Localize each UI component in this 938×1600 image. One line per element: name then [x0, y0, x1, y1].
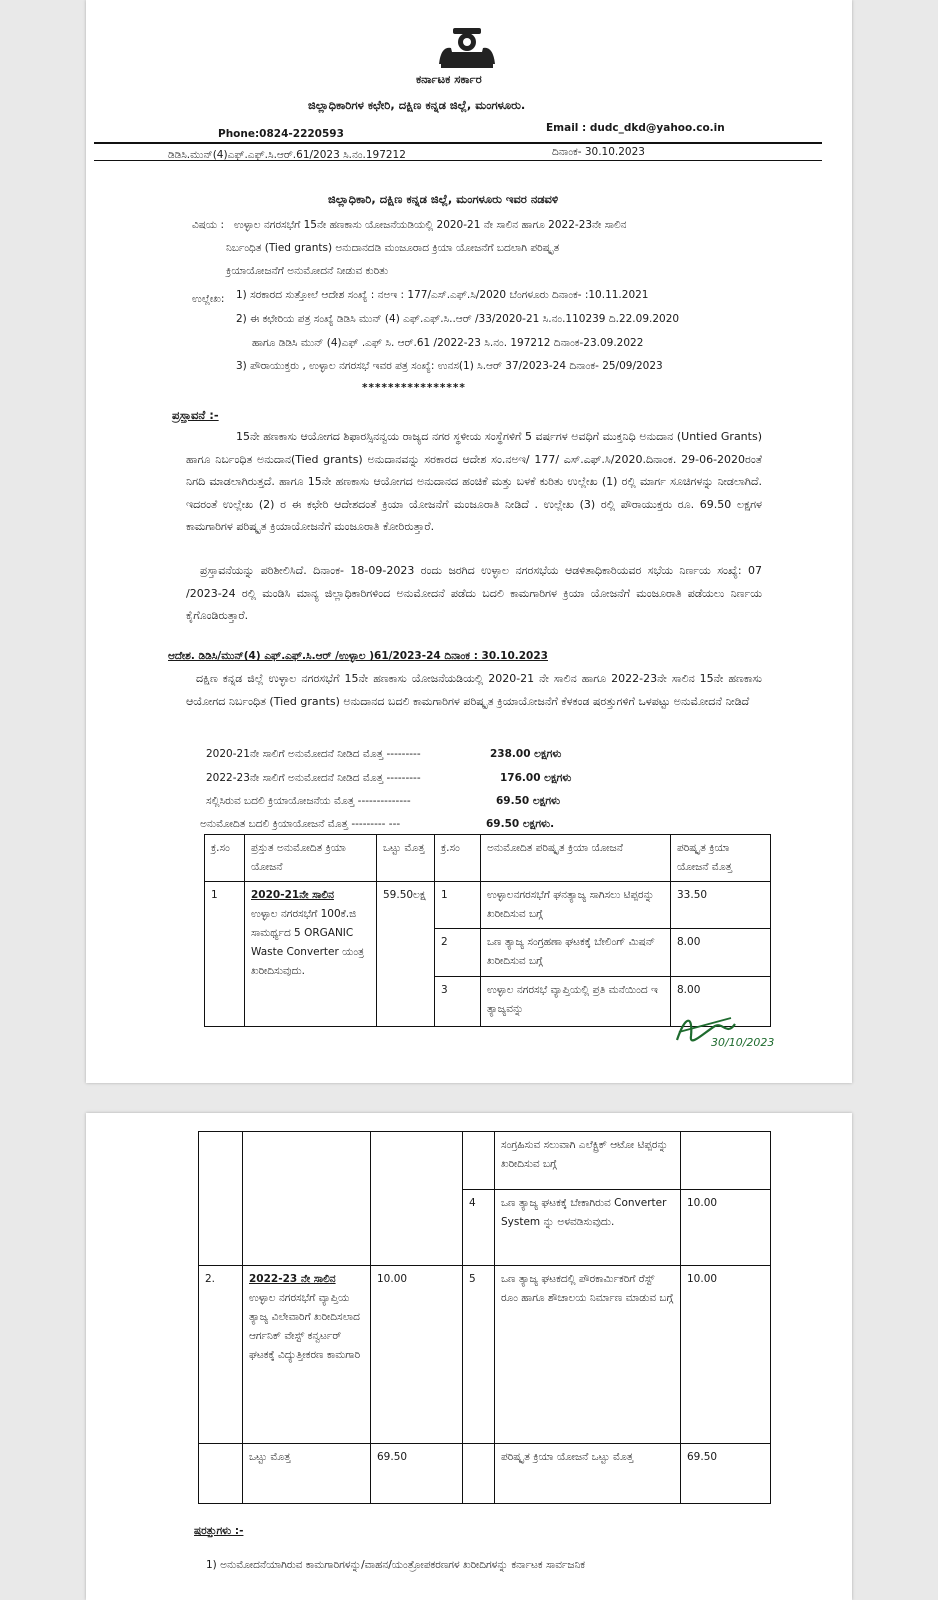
empty-cell	[199, 1444, 243, 1504]
item-description: ಉಳ್ಳಾಲ ನಗರಸಭೆ ವ್ಯಾಪ್ತಿಯಲ್ಲಿ ಪ್ರತಿ ಮನೆಯಿಂದ ಇ ತ್ಯಾಜ್ಯವನ್ನು	[481, 977, 671, 1027]
signature	[671, 996, 781, 1052]
header-cell: ಕ್ರ.ಸಂ	[205, 835, 245, 882]
order-heading: ಆದೇಶ. ಡಿಡಿಸಿ/ಮುನ್(4) ಎಫ್.ಎಫ್.ಸಿ.ಆರ್ /ಉಳ್ಳಾಲ )61/2023-24 ದಿನಾಂಕ : 30.10.2023	[168, 650, 548, 662]
document-date: ದಿನಾಂಕ- 30.10.2023	[552, 146, 645, 158]
total-value: 69.50	[371, 1444, 463, 1504]
plan-total: 10.00	[371, 1266, 463, 1444]
subject-line: ಉಳ್ಳಾಲ ನಗರಸಭೆಗೆ 15ನೇ ಹಣಕಾಸು ಯೋಜನೆಯಡಿಯಲ್ಲಿ 2020-21 ನೇ ಸಾಲಿನ ಹಾಗೂ 2022-23ನೇ ಸಾಲಿನ	[234, 219, 627, 231]
empty-cell	[371, 1132, 463, 1266]
reference-number: ಡಿಡಿಸಿ.ಮುನ್(4)ಎಫ್.ಎಫ್.ಸಿ.ಆರ್.61/2023 ಸಿ.ನಂ.197212	[168, 149, 406, 161]
plan-title: 2022-23 ನೇ ಸಾಲಿನ	[249, 1273, 336, 1285]
plan-description: ಉಳ್ಳಾಲ ನಗರಸಭೆಗೆ 100ಕೆ.ಜಿ ಸಾಮರ್ಥ್ಯದ 5 ORGANIC Waste Converter ಯಂತ್ರ ಖರೀದಿಸುವುದು.	[251, 908, 365, 977]
preamble-label: ಪ್ರಸ್ತಾವನೆ :-	[172, 408, 219, 422]
document-page-2	[86, 1113, 852, 1600]
item-number: 4	[463, 1190, 495, 1266]
separator-stars: ****************	[362, 382, 466, 394]
preamble-paragraph-2: ಪ್ರಸ್ತಾವನೆಯನ್ನು ಪರಿಶೀಲಿಸಿದೆ. ದಿನಾಂಕ- 18-09-2023 ರಂದು ಜರಗಿದ ಉಳ್ಳಾಲ ನಗರಸಭೆಯ ಆಡಳಿತಾಧಿಕಾರಿಯವರ ಸಭೆಯ ನಿರ್ಣಯ ಸಂಖ್ಯೆ: 07 /2023-24 ರಲ್ಲಿ ಮಂಡಿಸಿ ಮಾನ್ಯ ಜಿಲ್ಲಾಧಿಕಾರಿಗಳಿಂದ ಅನುಮೋದನೆ ಪಡೆದು ಬದಲಿ ಕಾಮಗಾರಿಗಳ ಕ್ರಿಯಾ ಯೋಜನೆಗೆ ಮಂಜೂರಾತಿ ಪಡೆಯಲು ನಿರ್ಣಯ ಕೈಗೊಂಡಿರುತ್ತಾರೆ.	[186, 564, 762, 622]
header-cell: ಪ್ರಸ್ತುತ ಅನುಮೋದಿತ ಕ್ರಿಯಾ ಯೋಜನೆ	[245, 835, 377, 882]
references-label: ಉಲ್ಲೇಖ:	[192, 293, 225, 305]
empty-cell	[681, 1132, 771, 1190]
item-number: 5	[463, 1266, 495, 1444]
email-address: Email : dudc_dkd@yahoo.co.in	[546, 122, 725, 134]
amount-value: 238.00 ಲಕ್ಷಗಳು	[490, 748, 562, 760]
table-row	[199, 1266, 771, 1444]
government-name: ಕರ್ನಾಟಕ ಸರ್ಕಾರ	[416, 72, 482, 86]
item-description: ಸಂಗ್ರಹಿಸುವ ಸಲುವಾಗಿ ಎಲೆಕ್ಟ್ರಿಕ್ ಆಟೋ ಟಿಪ್ಪರನ್ನು ಖರೀದಿಸುವ ಬಗ್ಗೆ	[495, 1132, 681, 1190]
amount-label: ಅನುಮೋದಿತ ಬದಲಿ ಕ್ರಿಯಾಯೋಜನೆ ಮೊತ್ತ --------- ---	[200, 818, 401, 830]
serial-number: 2.	[199, 1266, 243, 1444]
phone-number: Phone:0824-2220593	[218, 128, 344, 140]
item-description: ಉಳ್ಳಾಲನಗರಸಭೆಗೆ ಘನತ್ಯಾಜ್ಯ ಸಾಗಿಸಲು ಟಿಪ್ಪರನ್ನು ಖರೀದಿಸುವ ಬಗ್ಗೆ	[481, 882, 671, 929]
item-amount: 10.00	[681, 1190, 771, 1266]
reference-item: 2) ಈ ಕಛೇರಿಯ ಪತ್ರ ಸಂಖ್ಯೆ ಡಿಡಿಸಿ ಮುನ್ (4) ಎಫ್.ಎಫ್.ಸಿ..ಆರ್ /33/2020-21 ಸಿ.ನಂ.110239 ದಿ.22.09.2020	[236, 313, 680, 325]
revised-total-label: ಪರಿಷ್ಕೃತ ಕ್ರಿಯಾ ಯೋಜನೆ ಒಟ್ಟು ಮೊತ್ತ	[495, 1444, 681, 1504]
reference-item: 3) ಪೌರಾಯುಕ್ತರು , ಉಳ್ಳಾಲ ನಗರಸಭೆ ಇವರ ಪತ್ರ ಸಂಖ್ಯೆ: ಉನಸ(1) ಸಿ.ಆರ್ 37/2023-24 ದಿನಾಂಕ- 25/09/2023	[236, 360, 663, 372]
table-row	[205, 882, 771, 929]
item-amount: 10.00	[681, 1266, 771, 1444]
preamble-paragraph-1: 15ನೇ ಹಣಕಾಸು ಆಯೋಗದ ಶಿಫಾರಸ್ಸಿನನ್ವಯ ರಾಜ್ಯದ ನಗರ ಸ್ಥಳೀಯ ಸಂಸ್ಥೆಗಳಿಗೆ 5 ವರ್ಷಗಳ ಅವಧಿಗೆ ಮುಕ್ತನಿಧಿ ಅನುದಾನ (Untied Grants) ಹಾಗೂ ನಿರ್ಬಂಧಿತ ಅನುದಾನ(Tied grants) ಅನುದಾನವನ್ನು ಸರಕಾರದ ಆದೇಶ ಸಂ.ನಅಇ/ 177/ ಎಸ್.ಎಫ್.ಸಿ/2020.ದಿನಾಂಕ. 29-06-2020ರಂತೆ ನಿಗದಿ ಮಾಡಲಾಗಿರುತ್ತದೆ. ಹಾಗೂ 15ನೇ ಹಣಕಾಸು ಆಯೋಗದ ಅನುದಾನದ ಹಂಚಿಕೆ ಮತ್ತು ಬಳಕೆ ಕುರಿತು ಉಲ್ಲೇಖ (1) ರಲ್ಲಿ ಮಾರ್ಗ ಸೂಚಿಗಳನ್ನು ನೀಡಲಾಗಿದೆ. ಇದರಂತೆ ಉಲ್ಲೇಖ (2) ರ ಈ ಕಛೇರಿ ಆದೇಶದಂತೆ ಕ್ರಿಯಾ ಯೋಜನೆಗೆ ಮಂಜೂರಾತಿ ನೀಡಿದೆ . ಉಲ್ಲೇಖ (3) ರಲ್ಲಿ ಪೌರಾಯುಕ್ತರು ರೂ. 69.50 ಲಕ್ಷಗಳ ಕಾಮಗಾರಿಗಳ ಪರಿಷ್ಕೃತ ಕ್ರಿಯಾಯೋಜನೆಗೆ ಮಂಜೂರಾತಿ ಕೋರಿರುತ್ತಾರೆ.	[186, 430, 762, 533]
plan-cell	[243, 1266, 371, 1444]
amount-label: ಸಲ್ಲಿಸಿರುವ ಬದಲಿ ಕ್ರಿಯಾಯೋಜನೆಯ ಮೊತ್ತ --------------	[206, 795, 411, 807]
plan-description: ಉಳ್ಳಾಲ ನಗರಸಭೆಗೆ ವ್ಯಾಪ್ತಿಯ ತ್ಯಾಜ್ಯ ವಿಲೇವಾರಿಗೆ ಖರೀದಿಸಲಾದ ಆರ್ಗನಿಕ್ ವೇಸ್ಟ್ ಕನ್ವರ್ಟರ್ ಘಟಕಕ್ಕೆ ವಿದ್ಯುತ್ತೀಕರಣ ಕಾಮಗಾರಿ	[249, 1292, 361, 1361]
revised-total-value: 69.50	[681, 1444, 771, 1504]
plan-cell	[245, 882, 377, 1027]
header-cell: ಒಟ್ಟು ಮೊತ್ತ	[377, 835, 435, 882]
amount-label: 2022-23ನೇ ಸಾಲಿಗೆ ಅನುಮೋದನೆ ನೀಡಿದ ಮೊತ್ತ ---------	[206, 772, 421, 784]
empty-cell	[199, 1132, 243, 1266]
empty-cell	[243, 1132, 371, 1266]
subject-label: ವಿಷಯ :	[192, 219, 225, 231]
reference-item: ಹಾಗೂ ಡಿಡಿಸಿ ಮುನ್ (4)ಎಫ್ .ಎಫ್ ಸಿ. ಆರ್.61 /2022-23 ಸಿ.ನಂ. 197212 ದಿನಾಂಕ-23.09.2022	[252, 337, 644, 349]
item-description: ಒಣ ತ್ಯಾಜ್ಯ ಘಟಕಕ್ಕೆ ಬೇಕಾಗಿರುವ Converter System ನ್ನು ಅಳವಡಿಸುವುದು.	[495, 1190, 681, 1266]
empty-cell	[463, 1444, 495, 1504]
serial-number: 1	[205, 882, 245, 1027]
plan-total: 59.50ಲಕ್ಷ	[377, 882, 435, 1027]
header-cell: ಕ್ರ.ಸಂ	[435, 835, 481, 882]
item-amount: 8.00	[671, 929, 771, 977]
works-table-continued	[198, 1131, 771, 1504]
karnataka-emblem-icon	[431, 24, 503, 70]
plan-title: 2020-21ನೇ ಸಾಲಿನ	[251, 889, 334, 901]
item-description: ಒಣ ತ್ಯಾಜ್ಯ ಸಂಗ್ರಹಣಾ ಘಟಕಕ್ಕೆ ಬೇಲಿಂಗ್ ಮಿಷನ್ ಖರೀದಿಸುವ ಬಗ್ಗೆ	[481, 929, 671, 977]
table-total-row	[199, 1444, 771, 1504]
proceedings-title: ಜಿಲ್ಲಾಧಿಕಾರಿ, ದಕ್ಷಿಣ ಕನ್ನಡ ಜಿಲ್ಲೆ, ಮಂಗಳೂರು ಇವರ ನಡವಳಿ	[328, 192, 559, 206]
order-paragraph: ದಕ್ಷಿಣ ಕನ್ನಡ ಜಿಲ್ಲೆ ಉಳ್ಳಾಲ ನಗರಸಭೆಗೆ 15ನೇ ಹಣಕಾಸು ಯೋಜನೆಯಡಿಯಲ್ಲಿ 2020-21 ನೇ ಸಾಲಿನ ಹಾಗೂ 2022-23ನೇ ಸಾಲಿನ 15ನೇ ಹಣಕಾಸು ಆಯೋಗದ ನಿರ್ಬಂಧಿತ (Tied grants) ಅನುದಾನದ ಬದಲಿ ಕಾಮಗಾರಿಗಳ ಪರಿಷ್ಕೃತ ಕ್ರಿಯಾಯೋಜನೆಗೆ ಕೆಳಕಂಡ ಷರತ್ತುಗಳಿಗೆ ಒಳಪಟ್ಟು ಅನುಮೋದನೆ ನೀಡಿದೆ	[186, 672, 762, 708]
item-amount: 8.00	[671, 977, 771, 1027]
amount-value: 69.50 ಲಕ್ಷಗಳು	[496, 795, 561, 807]
header-cell: ಅನುಮೋದಿತ ಪರಿಷ್ಕೃತ ಕ್ರಿಯಾ ಯೋಜನೆ	[481, 835, 671, 882]
conditions-label: ಷರತ್ತುಗಳು :-	[194, 1525, 244, 1537]
reference-item: 1) ಸರಕಾರದ ಸುತ್ತೋಲೆ ಆದೇಶ ಸಂಖ್ಯೆ : ನಅಇ : 177/ಎಸ್.ಎಫ್.ಸಿ/2020 ಬೆಂಗಳೂರು ದಿನಾಂಕ- :10.11.2021	[236, 289, 649, 301]
item-amount: 33.50	[671, 882, 771, 929]
item-description: ಒಣ ತ್ಯಾಜ್ಯ ಘಟಕದಲ್ಲಿ ಪೌರಕಾರ್ಮಿಕರಿಗೆ ರೆಸ್ಟ್ ರೂಂ ಹಾಗೂ ಶೌಚಾಲಯ ನಿರ್ಮಾಣ ಮಾಡುವ ಬಗ್ಗೆ	[495, 1266, 681, 1444]
total-label: ಒಟ್ಟು ಮೊತ್ತ	[243, 1444, 371, 1504]
amount-label: 2020-21ನೇ ಸಾಲಿಗೆ ಅನುಮೋದನೆ ನೀಡಿದ ಮೊತ್ತ ---------	[206, 748, 421, 760]
amount-value: 69.50 ಲಕ್ಷಗಳು.	[486, 818, 555, 830]
subject-line: ಕ್ರಿಯಾಯೋಜನೆಗೆ ಅನುಮೋದನೆ ನೀಡುವ ಕುರಿತು	[226, 265, 389, 277]
item-number: 1	[435, 882, 481, 929]
subject-line: ನಿರ್ಬಂಧಿತ (Tied grants) ಅನುದಾನದಡಿ ಮಂಜೂರಾದ ಕ್ರಿಯಾ ಯೋಜನೆಗೆ ಬದಲಾಗಿ ಪರಿಷ್ಕೃತ	[226, 242, 560, 254]
header-rule-2	[94, 160, 822, 161]
office-name: ಜಿಲ್ಲಾಧಿಕಾರಿಗಳ ಕಛೇರಿ, ದಕ್ಷಿಣ ಕನ್ನಡ ಜಿಲ್ಲೆ, ಮಂಗಳೂರು.	[308, 98, 526, 112]
amount-value: 176.00 ಲಕ್ಷಗಳು	[500, 772, 572, 784]
header-cell: ಪರಿಷ್ಕೃತ ಕ್ರಿಯಾ ಯೋಜನೆ ಮೊತ್ತ	[671, 835, 771, 882]
item-number: 2	[435, 929, 481, 977]
table-header-row	[205, 835, 771, 882]
empty-cell	[463, 1132, 495, 1190]
header-rule	[94, 142, 822, 144]
condition-1: 1) ಅನುಮೋದನೆಯಾಗಿರುವ ಕಾಮಗಾರಿಗಳನ್ನು/ವಾಹನ/ಯಂತ್ರೋಪಕರಣಗಳ ಖರೀದಿಗಳನ್ನು ಕರ್ನಾಟಕ ಸಾರ್ವಜನಿಕ	[206, 1559, 586, 1571]
signature-date: 30/10/2023	[711, 1036, 775, 1049]
document-page-1	[86, 0, 852, 1083]
item-number: 3	[435, 977, 481, 1027]
table-row	[199, 1132, 771, 1190]
